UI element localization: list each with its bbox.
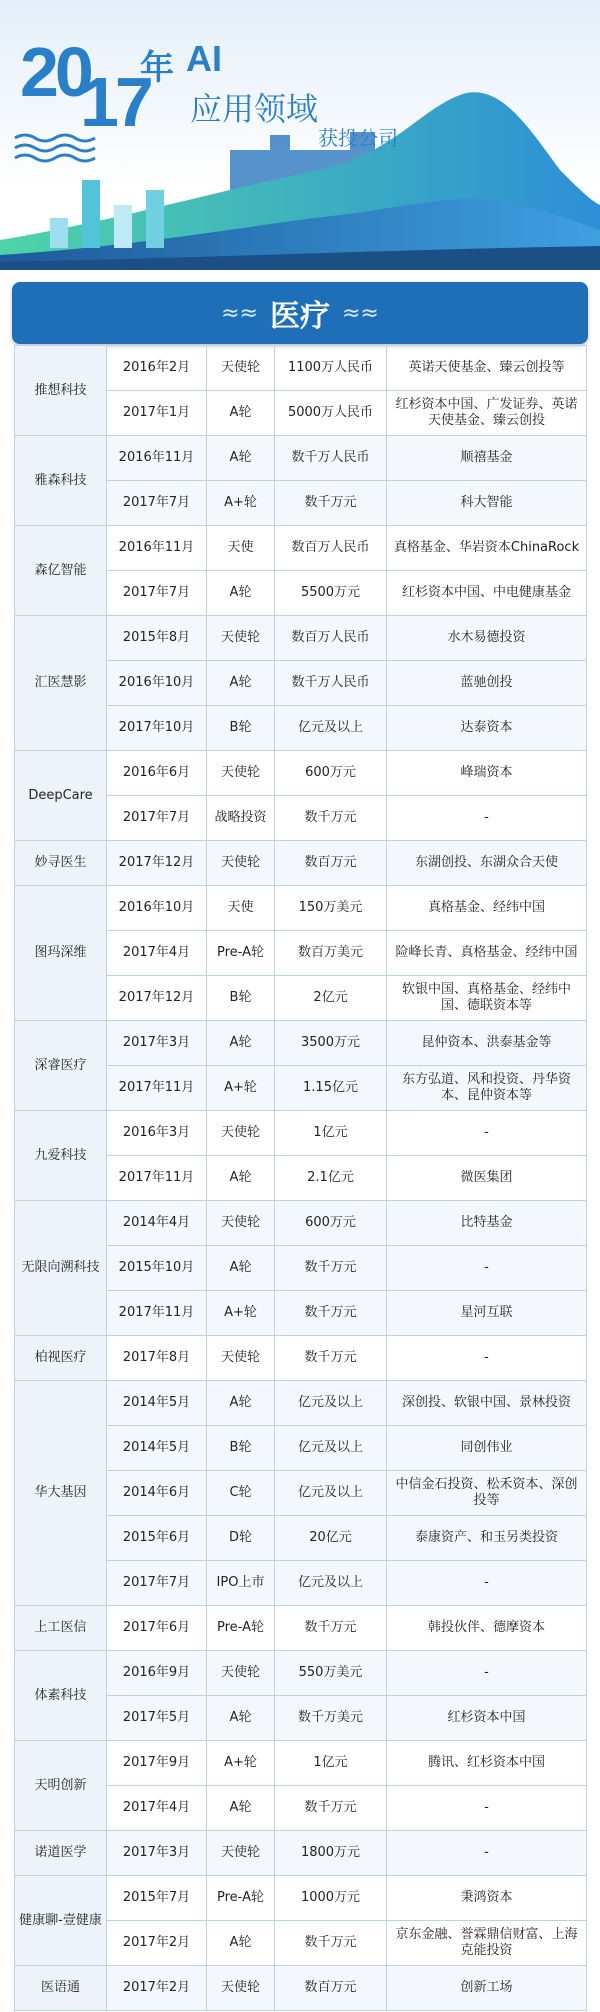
round-investors: 泰康资产、和玉另类投资 [387,1516,587,1561]
company-name: 无限向溯科技 [15,1201,107,1336]
round-type: A+轮 [207,1741,275,1786]
round-investors: 红杉资本中国 [387,1696,587,1741]
round-investors: 同创伟业 [387,1426,587,1471]
round-type: A轮 [207,571,275,616]
round-date: 2017年11月 [107,1156,207,1201]
round-investors: - [387,1831,587,1876]
round-amount: 亿元及以上 [275,1426,387,1471]
round-investors: 达泰资本 [387,706,587,751]
round-date: 2017年8月 [107,1336,207,1381]
round-date: 2017年9月 [107,1741,207,1786]
round-date: 2016年10月 [107,661,207,706]
round-date: 2016年3月 [107,1111,207,1156]
round-investors: - [387,1336,587,1381]
round-date: 2017年4月 [107,931,207,976]
company-name: 妙寻医生 [15,841,107,886]
round-amount: 1亿元 [275,1111,387,1156]
table-row [15,1381,587,1426]
round-type: A+轮 [207,481,275,526]
round-type: Pre-A轮 [207,931,275,976]
round-type: A+轮 [207,1291,275,1336]
round-date: 2017年7月 [107,796,207,841]
round-date: 2017年3月 [107,1021,207,1066]
table-row [15,616,587,661]
round-investors: 水木易德投资 [387,616,587,661]
round-date: 2016年11月 [107,526,207,571]
round-date: 2015年8月 [107,616,207,661]
round-investors: - [387,1786,587,1831]
round-type: A轮 [207,1021,275,1066]
company-name: DeepCare [15,751,107,841]
company-name: 雅森科技 [15,436,107,526]
round-type: A+轮 [207,1066,275,1111]
round-date: 2017年10月 [107,706,207,751]
round-type: Pre-A轮 [207,1876,275,1921]
round-investors: 红杉资本中国、中电健康基金 [387,571,587,616]
round-investors: 昆仲资本、洪泰基金等 [387,1021,587,1066]
round-amount: 数千万元 [275,1336,387,1381]
table-row [15,1741,587,1786]
company-name: 柏视医疗 [15,1336,107,1381]
table-row [15,436,587,481]
round-amount: 数千万人民币 [275,661,387,706]
round-type: 天使轮 [207,1966,275,2011]
round-type: 天使 [207,886,275,931]
title-year-top: 20 [20,33,90,111]
company-name: 上工医信 [15,1606,107,1651]
round-type: A轮 [207,1381,275,1426]
company-name: 华大基因 [15,1381,107,1606]
round-amount: 150万美元 [275,886,387,931]
round-type: 天使轮 [207,1651,275,1696]
round-amount: 数千万元 [275,1291,387,1336]
round-type: 天使轮 [207,1336,275,1381]
round-type: A轮 [207,391,275,436]
page-subtitle: 获投公司 [318,126,398,150]
round-amount: 亿元及以上 [275,1471,387,1516]
table-row [15,346,587,391]
round-date: 2017年7月 [107,571,207,616]
round-date: 2017年2月 [107,1966,207,2011]
round-amount: 600万元 [275,1201,387,1246]
round-amount: 数百万元 [275,841,387,886]
round-type: 天使轮 [207,751,275,796]
round-type: 天使轮 [207,616,275,661]
round-investors: 韩投伙伴、德摩资本 [387,1606,587,1651]
title-nian: 年 [140,48,174,88]
header-banner [0,0,600,270]
round-date: 2017年5月 [107,1696,207,1741]
round-amount: 亿元及以上 [275,1561,387,1606]
table-row [15,1966,587,2011]
round-type: A轮 [207,1246,275,1291]
round-type: 天使 [207,526,275,571]
round-date: 2015年6月 [107,1516,207,1561]
round-amount: 数千万元 [275,481,387,526]
table-row [15,1651,587,1696]
round-type: 天使轮 [207,1111,275,1156]
round-date: 2014年5月 [107,1381,207,1426]
round-amount: 2亿元 [275,976,387,1021]
page-title: 应用领域 [190,90,319,128]
round-amount: 亿元及以上 [275,706,387,751]
round-investors: 软银中国、真格基金、经纬中国、德联资本等 [387,976,587,1021]
round-date: 2017年1月 [107,391,207,436]
round-investors: 峰瑞资本 [387,751,587,796]
table-row [15,1336,587,1381]
company-name: 推想科技 [15,346,107,436]
table-row [15,526,587,571]
round-type: B轮 [207,706,275,751]
round-investors: - [387,1111,587,1156]
round-date: 2014年4月 [107,1201,207,1246]
round-type: B轮 [207,976,275,1021]
round-amount: 3500万元 [275,1021,387,1066]
wave-icon: ≈≈ [342,300,379,326]
wave-icon: ≈≈ [221,300,258,326]
round-date: 2014年5月 [107,1426,207,1471]
round-investors: 深创投、软银中国、景林投资 [387,1381,587,1426]
round-type: A轮 [207,1786,275,1831]
round-date: 2016年6月 [107,751,207,796]
round-date: 2015年7月 [107,1876,207,1921]
round-type: A轮 [207,436,275,481]
round-date: 2017年12月 [107,841,207,886]
round-investors: 英诺天使基金、臻云创投等 [387,346,587,391]
round-investors: - [387,1651,587,1696]
round-date: 2017年4月 [107,1786,207,1831]
round-amount: 5500万元 [275,571,387,616]
round-investors: 真格基金、华岩资本ChinaRock [387,526,587,571]
round-investors: 顺禧基金 [387,436,587,481]
company-name: 九爱科技 [15,1111,107,1201]
round-type: A轮 [207,1921,275,1966]
round-date: 2017年2月 [107,1921,207,1966]
round-type: B轮 [207,1426,275,1471]
round-investors: 星河互联 [387,1291,587,1336]
section-banner [12,282,588,344]
funding-table [14,345,587,2011]
round-type: IPO上市 [207,1561,275,1606]
company-name: 图玛深维 [15,886,107,1021]
round-date: 2016年2月 [107,346,207,391]
title-ai: AI [186,38,222,79]
funding-table-body [15,346,587,2011]
round-amount: 数千万美元 [275,1696,387,1741]
section-title: 医疗 [270,299,330,334]
round-amount: 2.1亿元 [275,1156,387,1201]
round-investors: - [387,796,587,841]
round-investors: 东方弘道、风和投资、丹华资本、昆仲资本等 [387,1066,587,1111]
table-row [15,841,587,886]
round-amount: 1亿元 [275,1741,387,1786]
round-investors: 秉鸿资本 [387,1876,587,1921]
round-type: 战略投资 [207,796,275,841]
round-type: 天使轮 [207,1831,275,1876]
round-investors: - [387,1561,587,1606]
round-amount: 1100万人民币 [275,346,387,391]
round-date: 2017年7月 [107,1561,207,1606]
round-investors: 比特基金 [387,1201,587,1246]
round-amount: 数千万元 [275,1921,387,1966]
round-amount: 数千万元 [275,1786,387,1831]
round-amount: 数百万人民币 [275,526,387,571]
round-amount: 数千万元 [275,796,387,841]
round-amount: 600万元 [275,751,387,796]
round-investors: 蓝驰创投 [387,661,587,706]
company-name: 医语通 [15,1966,107,2011]
table-row [15,1831,587,1876]
table-row [15,1021,587,1066]
round-amount: 数百万美元 [275,931,387,976]
round-date: 2017年6月 [107,1606,207,1651]
round-type: D轮 [207,1516,275,1561]
table-row [15,751,587,796]
round-date: 2017年3月 [107,1831,207,1876]
round-investors: 科大智能 [387,481,587,526]
round-amount: 5000万人民币 [275,391,387,436]
round-type: 天使轮 [207,346,275,391]
round-investors: 东湖创投、东湖众合天使 [387,841,587,886]
round-investors: 中信金石投资、松禾资本、深创投等 [387,1471,587,1516]
round-date: 2016年10月 [107,886,207,931]
round-date: 2016年9月 [107,1651,207,1696]
round-investors: - [387,1246,587,1291]
company-name: 体素科技 [15,1651,107,1741]
round-date: 2014年6月 [107,1471,207,1516]
round-date: 2016年11月 [107,436,207,481]
table-row [15,1111,587,1156]
round-amount: 数千万元 [275,1246,387,1291]
table-row [15,1606,587,1651]
round-amount: 1.15亿元 [275,1066,387,1111]
round-investors: 腾讯、红杉资本中国 [387,1741,587,1786]
company-name: 森亿智能 [15,526,107,616]
round-type: A轮 [207,661,275,706]
round-investors: 微医集团 [387,1156,587,1201]
round-type: C轮 [207,1471,275,1516]
round-date: 2017年7月 [107,481,207,526]
round-investors: 红杉资本中国、广发证券、英诺天使基金、臻云创投 [387,391,587,436]
round-type: A轮 [207,1696,275,1741]
round-type: 天使轮 [207,1201,275,1246]
company-name: 诺道医学 [15,1831,107,1876]
round-investors: 险峰长青、真格基金、经纬中国 [387,931,587,976]
round-investors: 真格基金、经纬中国 [387,886,587,931]
round-amount: 亿元及以上 [275,1381,387,1426]
round-amount: 550万美元 [275,1651,387,1696]
round-investors: 京东金融、誉霖鼎信财富、上海克能投资 [387,1921,587,1966]
round-amount: 数百万元 [275,1966,387,2011]
round-type: 天使轮 [207,841,275,886]
table-row [15,1876,587,1921]
table-row [15,886,587,931]
round-amount: 数百万人民币 [275,616,387,661]
round-date: 2017年11月 [107,1066,207,1111]
company-name: 汇医慧影 [15,616,107,751]
round-date: 2017年11月 [107,1291,207,1336]
company-name: 深睿医疗 [15,1021,107,1111]
round-type: Pre-A轮 [207,1606,275,1651]
round-type: A轮 [207,1156,275,1201]
company-name: 健康聊-壹健康 [15,1876,107,1966]
round-amount: 数千万人民币 [275,436,387,481]
table-row [15,1201,587,1246]
title-year-bottom: 17 [80,63,150,141]
round-investors: 创新工场 [387,1966,587,2011]
round-amount: 20亿元 [275,1516,387,1561]
round-amount: 1800万元 [275,1831,387,1876]
round-amount: 1000万元 [275,1876,387,1921]
round-date: 2015年10月 [107,1246,207,1291]
round-amount: 数千万元 [275,1606,387,1651]
round-date: 2017年12月 [107,976,207,1021]
company-name: 天明创新 [15,1741,107,1831]
